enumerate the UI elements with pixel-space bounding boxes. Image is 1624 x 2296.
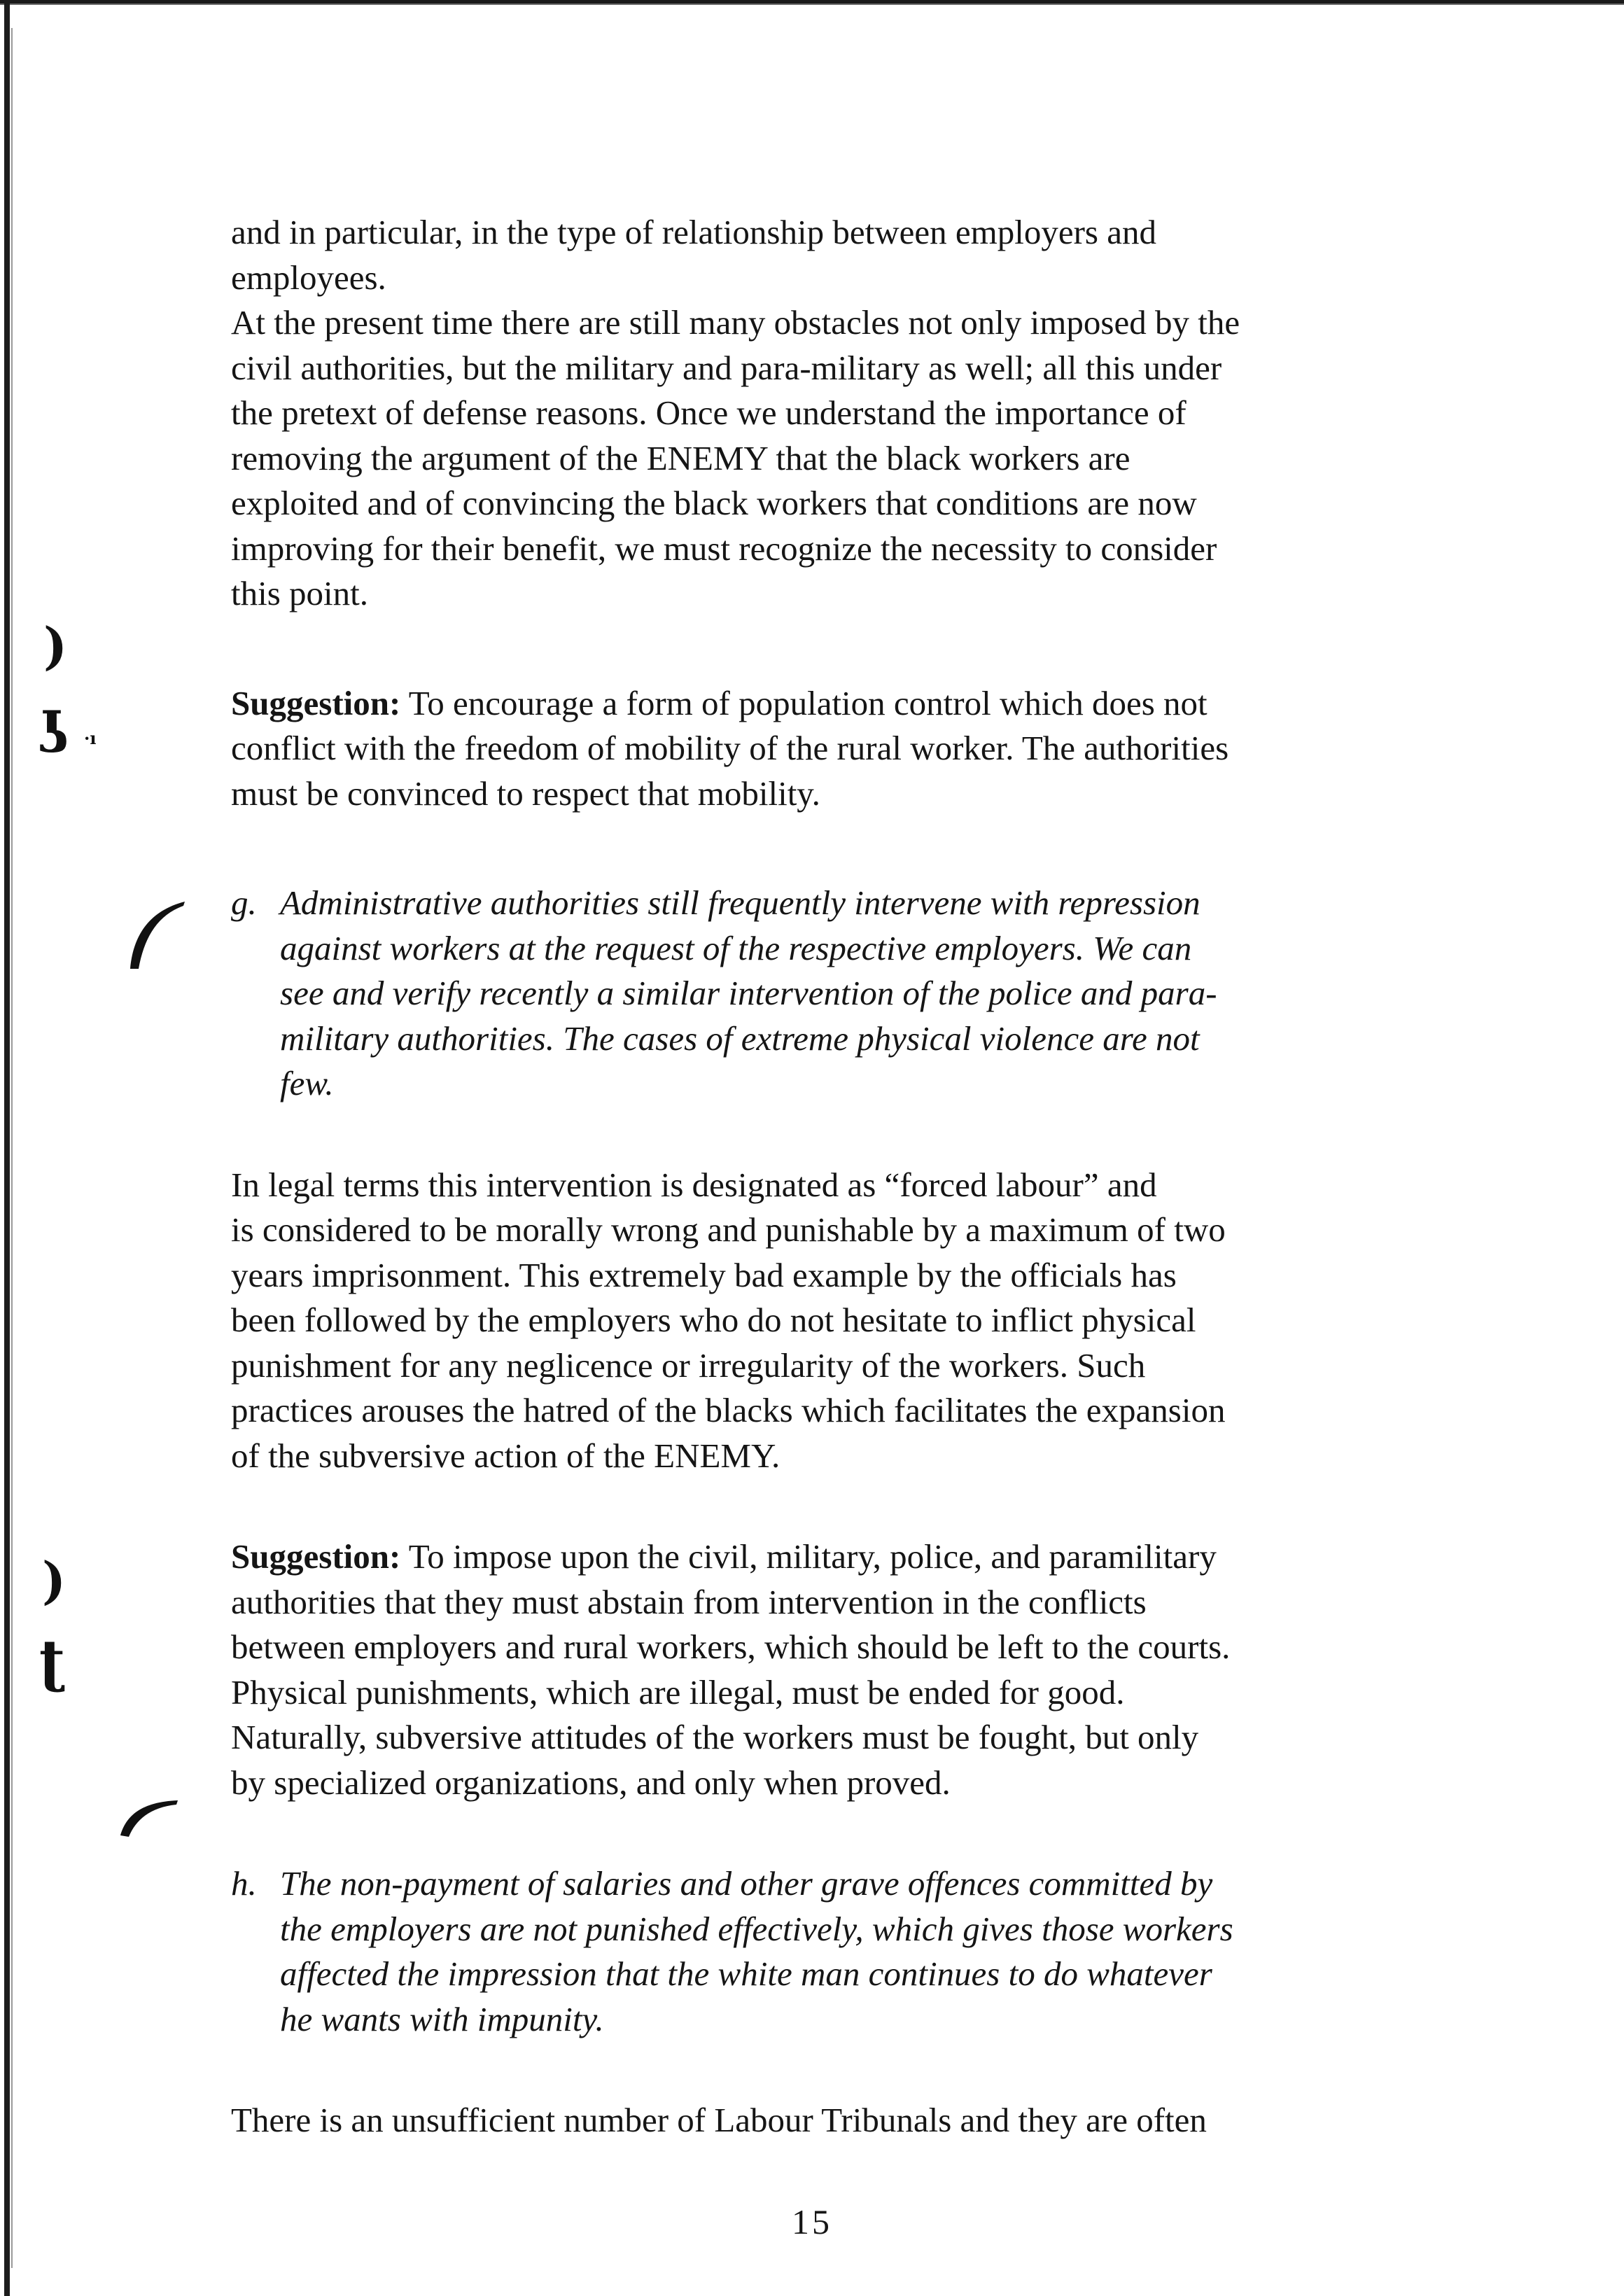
margin-tick-mark: ·ı: [84, 728, 97, 748]
list-item-text: Administrative authorities still frequently intervene with repression against workers at the request of the respective employers. We can see and verify recently a similar intervention of the police and para- military authorities. The cases of extreme physical violence are not few.: [280, 883, 1217, 1102]
paragraph-gap: [231, 2042, 1421, 2098]
paragraph-gap: [231, 617, 1421, 681]
page-body: [231, 210, 1421, 2143]
suggestion-label: Suggestion:: [231, 683, 401, 722]
suggestion-label: Suggestion:: [231, 1537, 401, 1576]
paragraph-gap: [231, 1478, 1421, 1534]
suggestion-text: To encourage a form of population control which does not conflict with the freedom of mobility of the rural worker. The authorities must be convinced to respect that mobility.: [231, 683, 1229, 813]
margin-hook-mark: [126, 896, 189, 973]
page-number: 15: [792, 2202, 832, 2241]
scan-left-edge: [4, 0, 10, 2296]
margin-hook-mark: [118, 1792, 181, 1841]
margin-bracket-mark: ): [42, 1550, 66, 1610]
paragraph-gap: [231, 1805, 1421, 1861]
suggestion-paragraph: [231, 681, 1421, 817]
list-item-g: [231, 881, 1421, 1107]
margin-bracket-mark: ʖ: [38, 700, 69, 766]
list-item-text: The non-payment of salaries and other grave offences committed by the employers are not punished effectively, which gives those workers affected the impression that the white man continues to do whatever he wants with impunity.: [280, 1864, 1233, 2038]
suggestion-text: To impose upon the civil, military, police, and paramilitary authorities that they must abstain from intervention in the conflicts between employers and rural workers, which should be left to the courts. Physical punishments, which are illegal, must be ended for good. Naturally, subversive attitudes of the workers must be fought, but only by specialized organizations, and only when proved.: [231, 1537, 1231, 1802]
suggestion-paragraph: [231, 1534, 1421, 1805]
body-paragraph: There is an unsufficient number of Labour Tribunals and they are often: [231, 2101, 1207, 2139]
body-paragraph: and in particular, in the type of relationship between employers and employees. At the present time there are still many obstacles not only imposed by the civil authorities, but the military and para-military as well; all this under the pretext of defense reasons. Once we understand the importance of removing the argument of the ENEMY that the black workers are exploited and of convincing the black workers that conditions are now improving for their benefit, we must recognize the necessity to consider this point.: [231, 213, 1240, 612]
scan-left-edge-shadow: [11, 28, 13, 2268]
margin-bracket-mark: ʈ: [39, 1628, 65, 1693]
paragraph-gap: [231, 1107, 1421, 1163]
body-paragraph: In legal terms this intervention is designated as “forced labour” and is considered to be morally wrong and punishable by a maximum of two years imprisonment. This extremely bad example by the officials has been followed by the employers who do not hesitate to inflict physical punishment for any neglicence or irregularity of the workers. Such practices arouses the hatred of the blacks which facilitates the expansion of the subversive action of the ENEMY.: [231, 1165, 1226, 1475]
margin-bracket-mark: ): [43, 616, 68, 676]
list-item-letter: h.: [231, 1864, 257, 1903]
list-item-letter: g.: [231, 883, 257, 922]
list-item-h: [231, 1861, 1421, 2042]
paragraph-gap: [231, 816, 1421, 881]
scan-top-edge: [0, 0, 1624, 8]
